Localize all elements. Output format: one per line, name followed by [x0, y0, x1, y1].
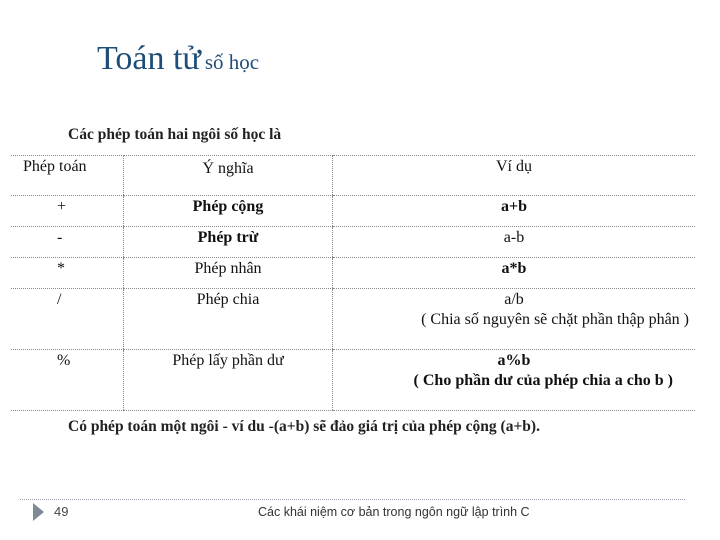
- operator: /: [57, 291, 62, 308]
- example-cell: [333, 196, 696, 227]
- header-meaning: Ý nghĩa: [202, 160, 254, 177]
- table-row: [11, 289, 695, 350]
- example-cell: [333, 289, 696, 350]
- table-row: [11, 258, 695, 289]
- meaning: Phép cộng: [192, 198, 264, 215]
- header-operator: Phép toán: [23, 158, 87, 175]
- operator: %: [57, 352, 71, 369]
- footer-arrow-icon: [33, 503, 44, 521]
- example: a+b: [500, 198, 527, 215]
- operator: +: [57, 198, 67, 215]
- operator-cell: [11, 227, 124, 258]
- operators-table: [11, 155, 695, 411]
- operator-cell: [11, 289, 124, 350]
- meaning: Phép trừ: [197, 229, 259, 246]
- example: a-b: [503, 229, 525, 246]
- table-row: [11, 196, 695, 227]
- operator-cell: [11, 258, 124, 289]
- slide-title: [97, 40, 259, 78]
- header-cell-operator: [11, 156, 124, 196]
- unary-note: Có phép toán một ngôi - ví du -(a+b) sẽ đảo giá trị của phép cộng (a+b).: [68, 418, 540, 435]
- meaning: Phép chia: [196, 291, 260, 308]
- operator-cell: [11, 350, 124, 411]
- example-cell: [333, 258, 696, 289]
- operator: -: [57, 229, 63, 246]
- table-row: [11, 227, 695, 258]
- example-note: ( Cho phần dư của phép chia a cho b ): [413, 372, 673, 389]
- meaning-cell: [124, 258, 333, 289]
- meaning-cell: [124, 227, 333, 258]
- example: a%b: [497, 352, 531, 369]
- example-note: ( Chia số nguyên sẽ chặt phần thập phân ): [421, 311, 689, 328]
- slide-title-sub: số học: [204, 50, 260, 74]
- meaning: Phép lấy phần dư: [172, 352, 284, 369]
- operator: *: [57, 260, 65, 277]
- meaning-cell: [124, 196, 333, 227]
- page-number: 49: [54, 504, 69, 519]
- meaning-cell: [124, 289, 333, 350]
- example-cell: [333, 350, 696, 411]
- meaning-cell: [124, 350, 333, 411]
- footer-text: Các khái niệm cơ bản trong ngôn ngữ lập trình C: [258, 505, 530, 519]
- intro-text: Các phép toán hai ngôi số học là: [68, 126, 282, 143]
- slide-title-main: Toán tử: [97, 40, 201, 77]
- meaning: Phép nhân: [194, 260, 262, 277]
- table-header-row: [11, 156, 695, 196]
- example-cell: [333, 227, 696, 258]
- header-cell-example: [333, 156, 696, 196]
- example: a/b: [504, 291, 524, 308]
- header-cell-meaning: [124, 156, 333, 196]
- example: a*b: [501, 260, 527, 277]
- header-example: Ví dụ: [496, 158, 532, 175]
- table-row: [11, 350, 695, 411]
- operator-cell: [11, 196, 124, 227]
- footer-divider: [20, 499, 685, 500]
